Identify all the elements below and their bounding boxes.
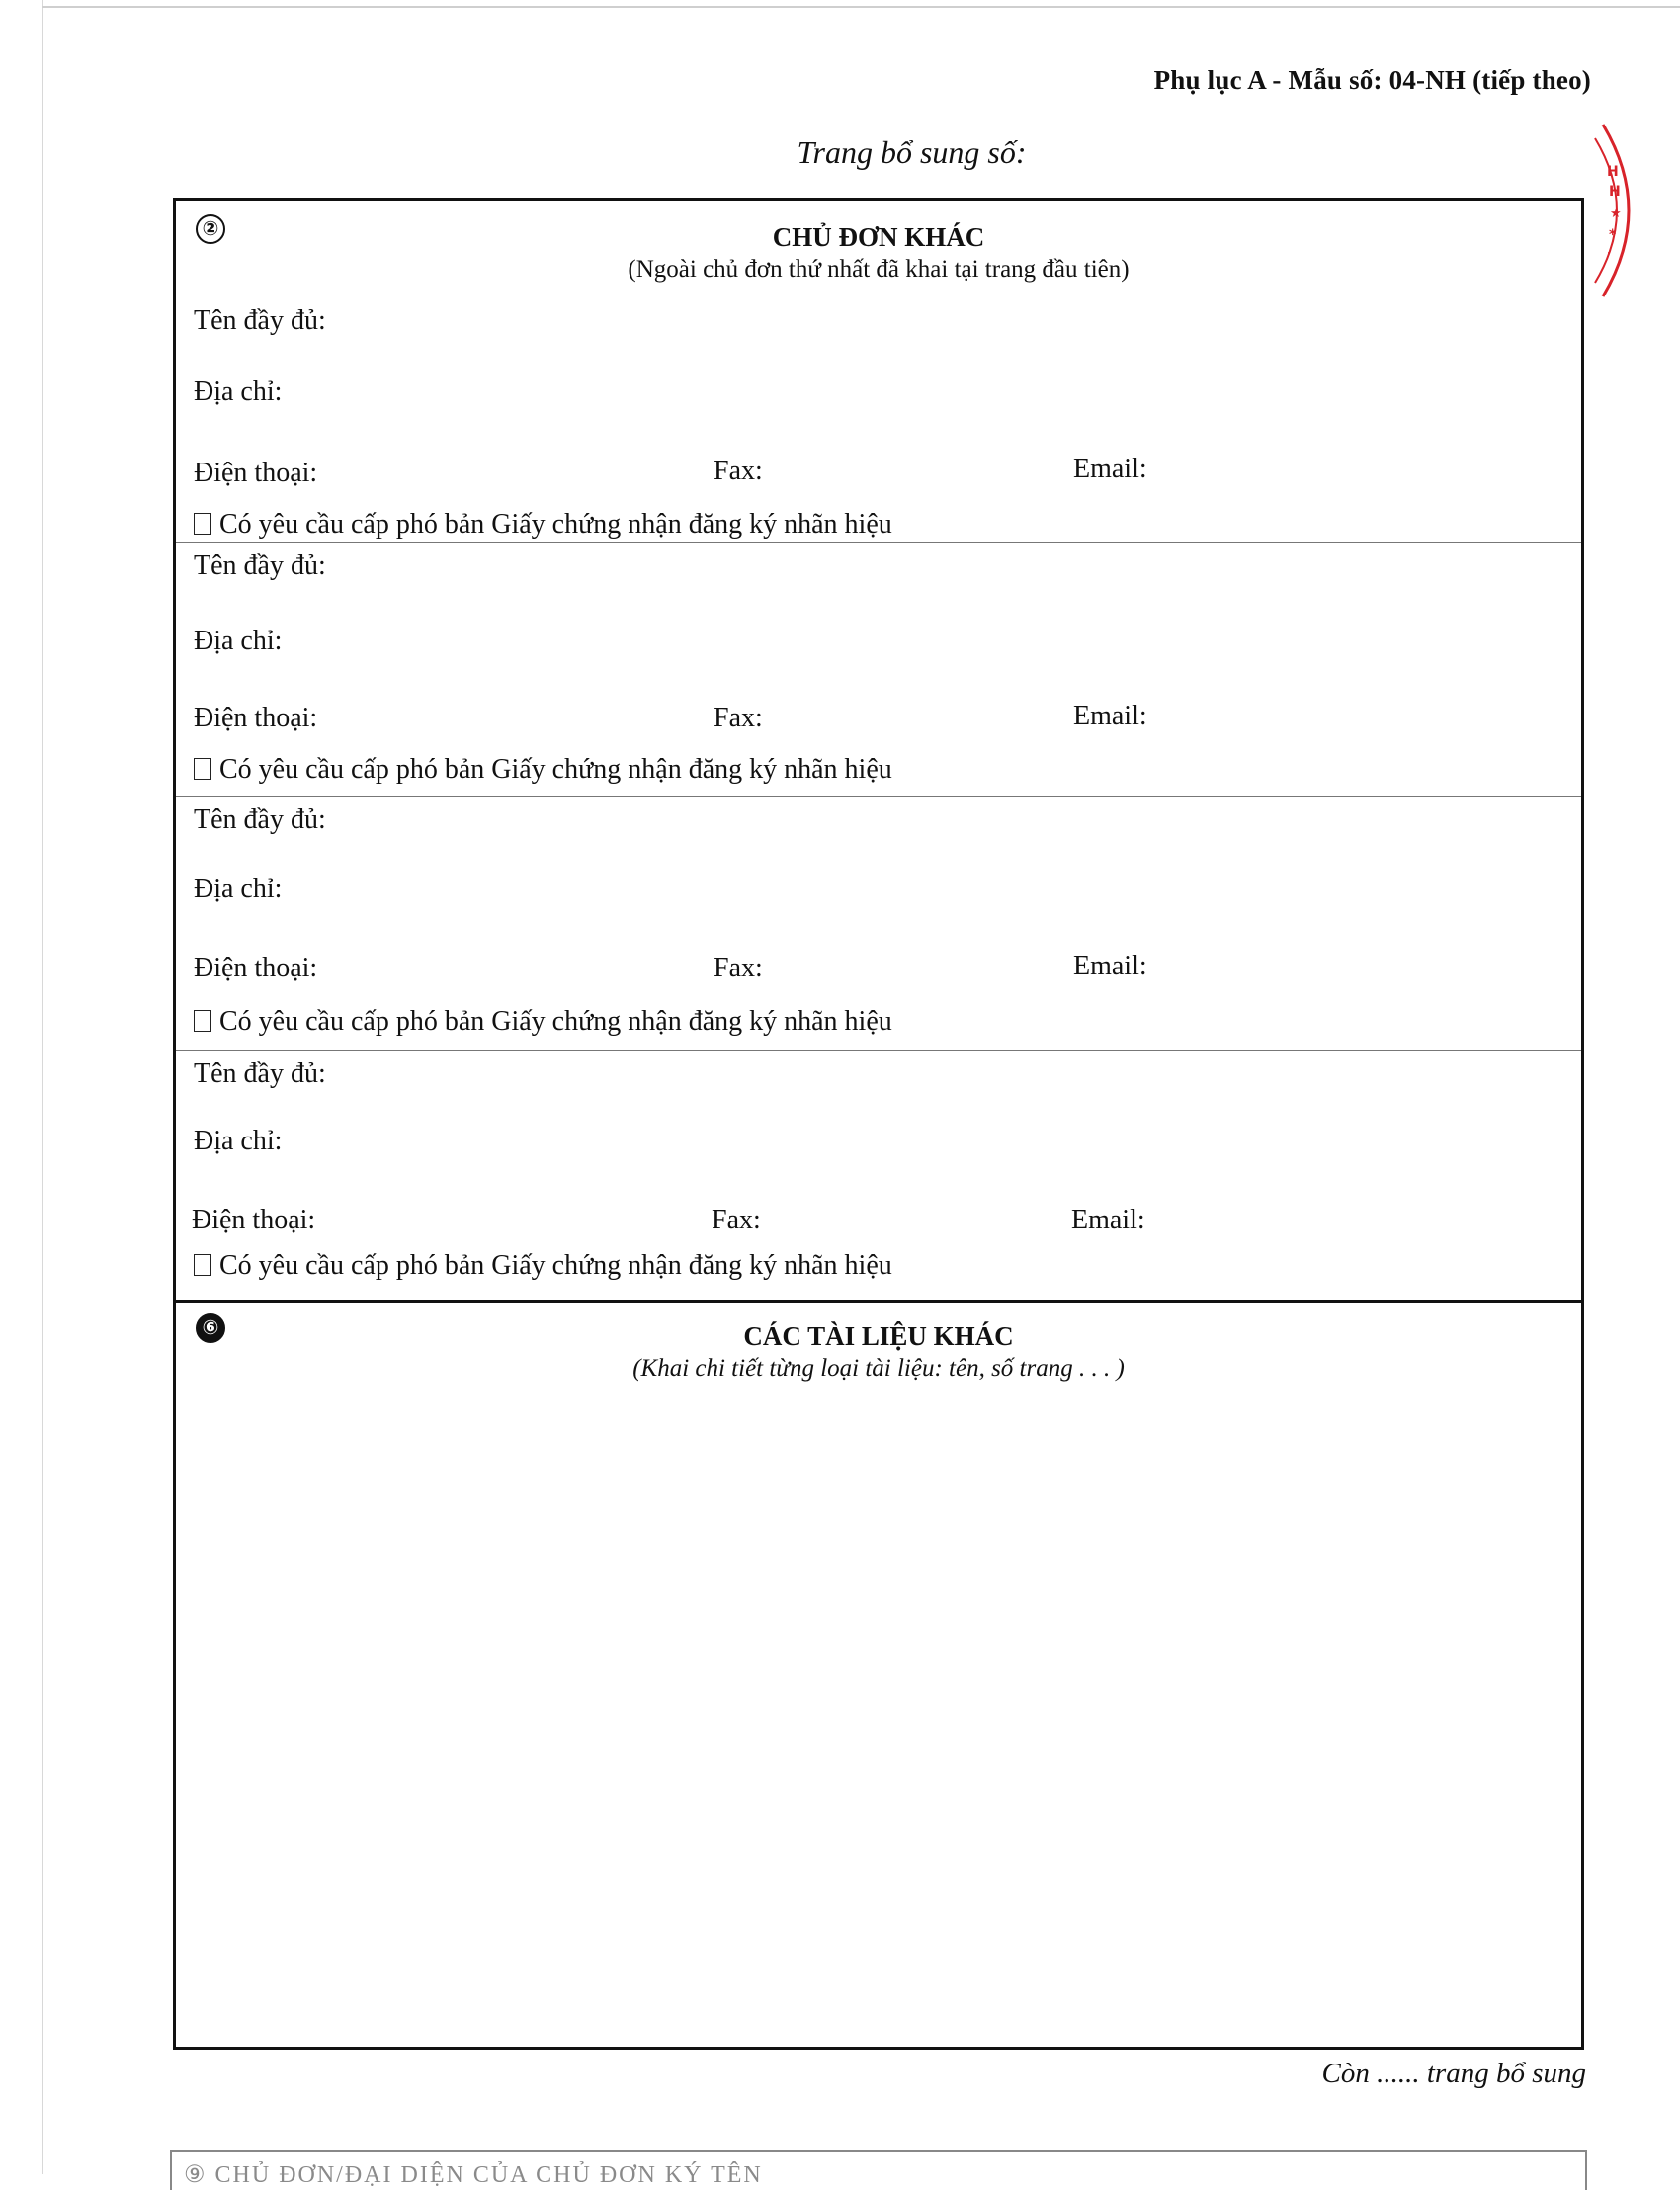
- copy-request-option[interactable]: [194, 509, 892, 541]
- supplement-page-number: Trang bổ sung số:: [797, 134, 1027, 170]
- phone-label: Điện thoại:: [194, 953, 318, 983]
- full-name-label: Tên đầy đủ:: [194, 1058, 326, 1089]
- phone-label: Điện thoại:: [194, 703, 318, 733]
- copy-request-label: Có yêu cầu cấp phó bản Giấy chứng nhận đăng ký nhãn hiệu: [219, 509, 892, 540]
- email-label: Email:: [1071, 1205, 1145, 1235]
- address-label: Địa chỉ:: [194, 626, 283, 656]
- copy-request-checkbox[interactable]: [194, 1010, 211, 1032]
- next-section-cutoff: [170, 2150, 1587, 2190]
- section-title: CÁC TÀI LIỆU KHÁC: [743, 1321, 1014, 1351]
- svg-text:*: *: [1609, 227, 1617, 243]
- copy-request-label: Có yêu cầu cấp phó bản Giấy chứng nhận đăng ký nhãn hiệu: [219, 1006, 892, 1037]
- red-seal-stamp-fragment: [1593, 117, 1652, 304]
- email-label: Email:: [1073, 701, 1147, 731]
- svg-text:': ': [1607, 250, 1611, 264]
- section-subtitle: (Ngoài chủ đơn thứ nhất đã khai tại trang đầu tiên): [628, 256, 1130, 283]
- fax-label: Fax:: [714, 456, 763, 486]
- full-name-label: Tên đầy đủ:: [194, 550, 326, 581]
- copy-request-option[interactable]: [194, 754, 892, 786]
- email-label: Email:: [1073, 454, 1147, 484]
- owner-block: [176, 201, 1581, 542]
- svg-text:★: ★: [1610, 207, 1622, 221]
- page-left-edge: [42, 0, 43, 2174]
- phone-label: Điện thoại:: [194, 458, 318, 488]
- form-reference: Phụ lục A - Mẫu số: 04-NH (tiếp theo): [1153, 65, 1591, 95]
- section-subtitle: (Khai chi tiết từng loại tài liệu: tên, số trang . . . ): [632, 1355, 1125, 1382]
- section-other-documents: [176, 1300, 1581, 2047]
- remaining-pages-note: Còn ...... trang bổ sung: [1321, 2058, 1586, 2089]
- next-section-title: ⑨ CHỦ ĐƠN/ĐẠI DIỆN CỦA CHỦ ĐƠN KÝ TÊN: [184, 2162, 763, 2188]
- copy-request-label: Có yêu cầu cấp phó bản Giấy chứng nhận đăng ký nhãn hiệu: [219, 1250, 892, 1281]
- owner-block: [176, 1050, 1581, 1298]
- form-frame: [173, 198, 1584, 2050]
- svg-text:H: H: [1609, 184, 1621, 200]
- svg-text:H: H: [1607, 164, 1619, 180]
- fax-label: Fax:: [712, 1205, 761, 1235]
- section-number-6: ⑥: [196, 1313, 225, 1343]
- full-name-label: Tên đầy đủ:: [194, 804, 326, 835]
- address-label: Địa chỉ:: [194, 874, 283, 904]
- phone-label: Điện thoại:: [192, 1205, 316, 1235]
- section-number-2: ②: [196, 214, 225, 244]
- page-top-edge: [42, 6, 1680, 8]
- owner-block: [176, 796, 1581, 1051]
- copy-request-label: Có yêu cầu cấp phó bản Giấy chứng nhận đăng ký nhãn hiệu: [219, 754, 892, 785]
- section-title: CHỦ ĐƠN KHÁC: [772, 222, 985, 252]
- copy-request-checkbox[interactable]: [194, 513, 211, 535]
- copy-request-checkbox[interactable]: [194, 758, 211, 780]
- fax-label: Fax:: [714, 953, 763, 983]
- section-other-owners: [176, 201, 1581, 1303]
- copy-request-checkbox[interactable]: [194, 1254, 211, 1276]
- email-label: Email:: [1073, 951, 1147, 981]
- fax-label: Fax:: [714, 703, 763, 733]
- copy-request-option[interactable]: [194, 1250, 892, 1282]
- address-label: Địa chỉ:: [194, 1126, 283, 1156]
- copy-request-option[interactable]: [194, 1006, 892, 1038]
- owner-block: [176, 542, 1581, 797]
- full-name-label: Tên đầy đủ:: [194, 305, 326, 336]
- address-label: Địa chỉ:: [194, 377, 283, 407]
